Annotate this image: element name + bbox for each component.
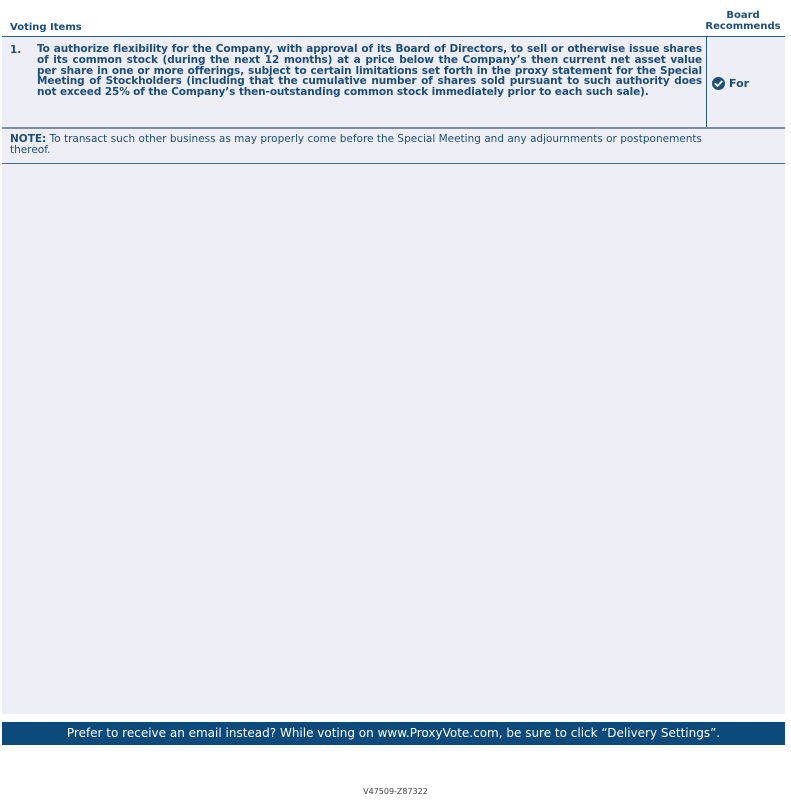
- email-delivery-banner: Prefer to receive an email instead? While voting on www.ProxyVote.com, be sure to click “Delivery Settings”.: [2, 722, 785, 745]
- voting-items-panel: [2, 0, 785, 714]
- voting-item-row: [2, 37, 785, 129]
- recommendation: [712, 77, 749, 90]
- check-circle-icon: [712, 77, 725, 90]
- item-proposal-text: To authorize flexibility for the Company, with approval of its Board of Directors, to sell or otherwise issue shares of its common stock (during the next 12 months) at a price below the Company’s then current net asset value per share in one or more offerings, subject to certain limitations set forth in the proxy statement for the Special Meeting of Stockholders (including that the cumulative number of shares sold pursuant to such authority does not exceed 25% of the Company’s then-outstanding common stock immediately prior to each such sale).: [37, 43, 702, 99]
- note-label: NOTE:: [10, 133, 47, 145]
- board-recommends-line2: Recommends: [705, 21, 781, 32]
- note-text: [10, 134, 702, 156]
- document-id: V47509-Z87322: [363, 787, 428, 796]
- board-recommendation-cell: [706, 37, 786, 127]
- note-body: To transact such other business as may properly come before the Special Meeting and any adjournments or postponements thereof.: [10, 133, 703, 156]
- item-number: 1.: [10, 44, 22, 56]
- table-header: [2, 0, 785, 37]
- board-recommends-heading: [703, 10, 783, 32]
- board-recommends-line1: Board: [726, 10, 760, 21]
- note-row: [2, 129, 785, 164]
- voting-items-heading: Voting Items: [10, 22, 82, 33]
- recommendation-label: For: [729, 77, 750, 90]
